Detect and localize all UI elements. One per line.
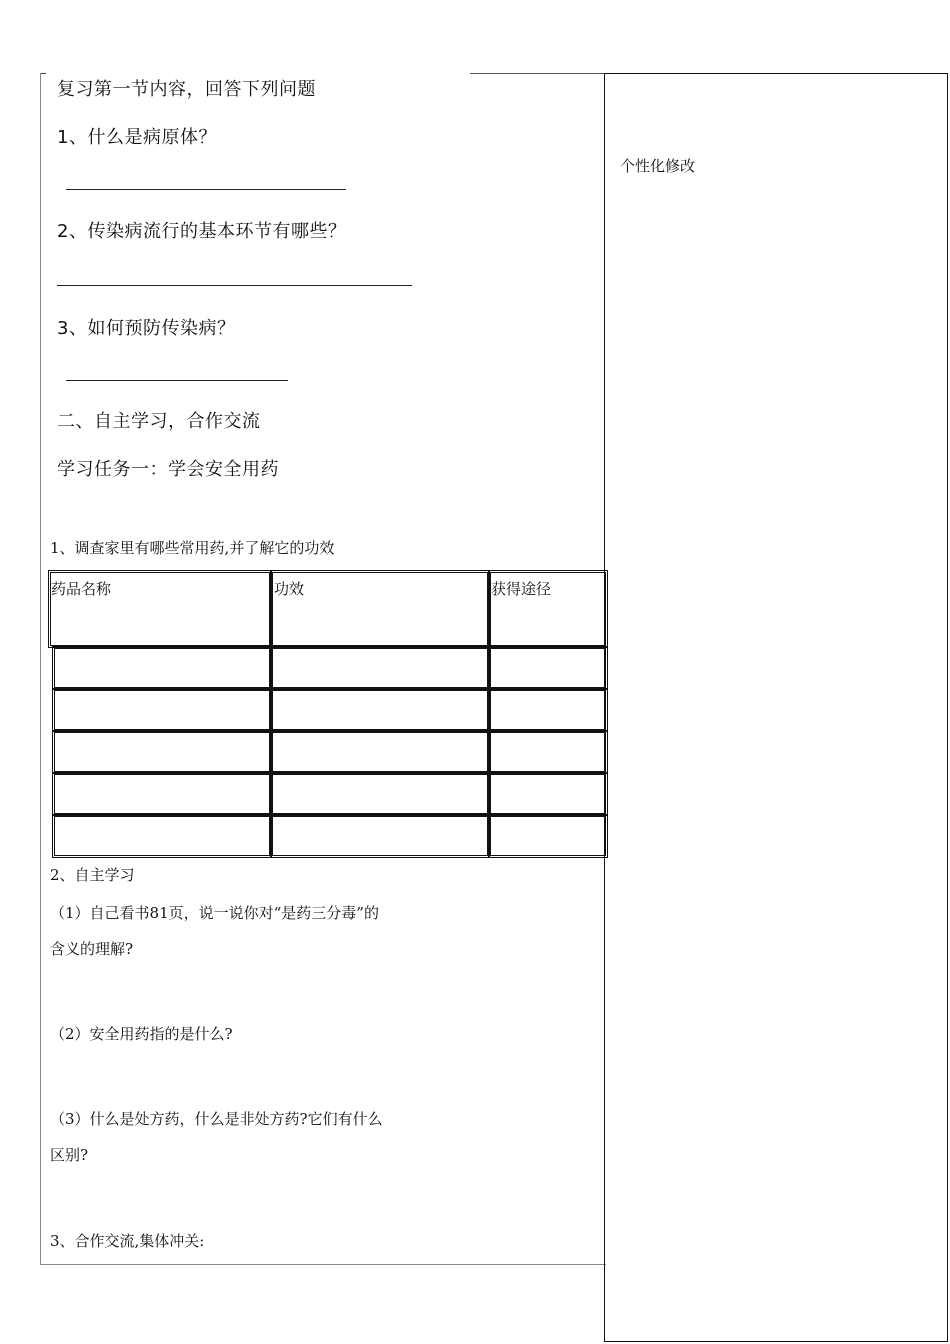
self-study-q3-line1: （3）什么是处方药，什么是非处方药?它们有什么 <box>50 1110 383 1128</box>
header-name: 药品名称 <box>51 580 112 598</box>
table-row[interactable] <box>52 772 272 816</box>
question-2: 2、传染病流行的基本环节有哪些？ <box>57 221 347 242</box>
section-heading: 二、自主学习，合作交流 <box>57 411 261 432</box>
question-1: 1、什么是病原体？ <box>57 127 217 148</box>
header-effect: 功效 <box>274 580 305 598</box>
table-cell[interactable] <box>488 688 608 732</box>
table-cell[interactable] <box>488 730 608 774</box>
personalization-label: 个性化修改 <box>620 157 696 175</box>
table-cell[interactable] <box>270 688 490 732</box>
table-cell[interactable] <box>488 772 608 816</box>
top-rule <box>470 73 606 74</box>
answer-line-2[interactable] <box>57 285 412 286</box>
review-heading: 复习第一节内容，回答下列问题 <box>57 79 316 100</box>
task-heading: 学习任务一：学会安全用药 <box>57 459 279 480</box>
table-row[interactable] <box>52 646 272 690</box>
self-study-q1-line1: （1）自己看书81页，说一说你对“是药三分毒”的 <box>50 904 379 922</box>
table-row[interactable] <box>52 730 272 774</box>
table-cell[interactable] <box>488 646 608 690</box>
table-cell[interactable] <box>488 814 608 858</box>
table-cell[interactable] <box>270 646 490 690</box>
table-cell[interactable] <box>270 814 490 858</box>
cooperate-heading: 3、合作交流,集体冲关: <box>50 1232 205 1250</box>
self-study-heading: 2、自主学习 <box>50 866 135 884</box>
header-source: 获得途径 <box>491 580 552 598</box>
table-row[interactable] <box>52 814 272 858</box>
survey-instruction: 1、调查家里有哪些常用药,并了解它的功效 <box>50 539 335 557</box>
personalization-column <box>604 73 948 1342</box>
table-cell[interactable] <box>270 772 490 816</box>
self-study-q2: （2）安全用药指的是什么? <box>50 1025 233 1043</box>
answer-line-3[interactable] <box>66 380 288 381</box>
self-study-q3-line2: 区别? <box>50 1146 89 1164</box>
table-cell[interactable] <box>270 730 490 774</box>
answer-line-1[interactable] <box>66 189 346 190</box>
left-frame-border <box>40 73 41 1265</box>
self-study-q1-line2: 含义的理解? <box>50 940 134 958</box>
question-3: 3、如何预防传染病？ <box>57 318 236 339</box>
bottom-frame-border <box>40 1264 606 1265</box>
table-row[interactable] <box>52 688 272 732</box>
medicine-table <box>48 570 606 860</box>
